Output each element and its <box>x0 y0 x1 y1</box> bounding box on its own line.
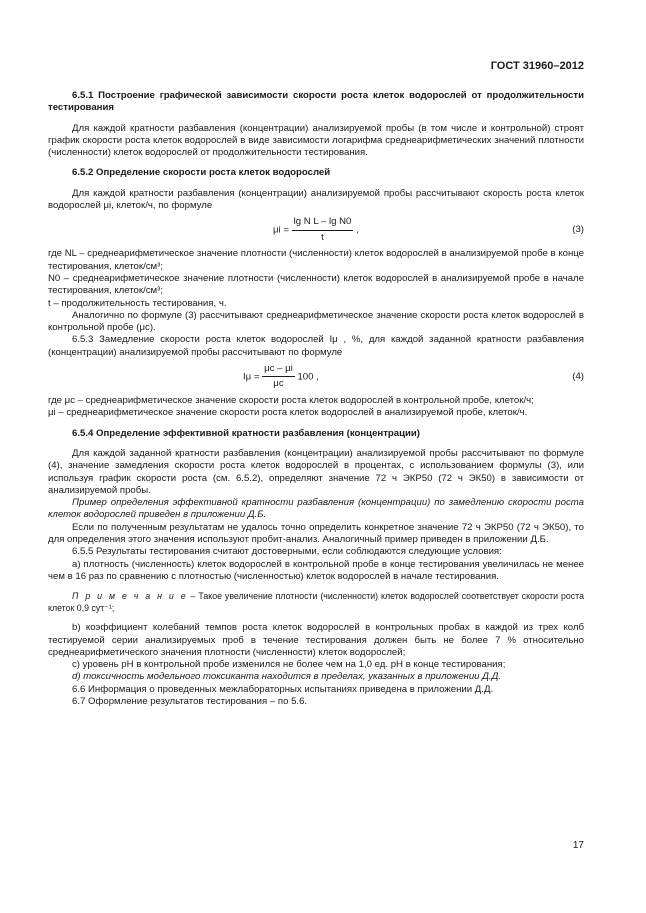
condition-b: b) коэффициент колебаний темпов роста клеток водорослей в контрольных пробах в каждой из трех колб тестируемой серии анализируемых проб в течение тестирования должен быть не более 7 % относительно среднеарифметического значения плотности (численности) клеток водорослей; <box>48 622 584 658</box>
formula-4-fraction <box>262 363 295 391</box>
formula-3-denominator: t <box>321 231 324 243</box>
formula-4-number: (4) <box>572 371 584 383</box>
section-6-5-4-probit: Если по полученным результатам не удалось точно определить конкретное значение 72 ч ЭКР50 (72 ч ЭК50), то для определения этого значения используют пробит-анализ. Аналогичный пример приведен в приложении Д.Б. <box>48 521 584 546</box>
condition-a: а) плотность (численность) клеток водорослей в контрольной пробе в конце тестирования увеличилась не менее чем в 16 раз по сравнению с плотностью (численностью) клеток водорослей в начале тестирования. <box>48 558 584 582</box>
section-6-5-4-paragraph: Для каждой заданной кратности разбавления (концентрации) анализируемой пробы рассчитывают по формуле (4), значение замедления скорости роста клеток водорослей в процентах, с использованием формулы (3), или используя график скорости роста (см. 6.5.2), определяют значение 72 ч ЭКР50 (72 ч ЭК50) в зависимости от анализируемой пробы. <box>48 447 584 496</box>
note <box>48 591 584 614</box>
section-6-5-4-title: 6.5.4 Определение эффективной кратности разбавления (концентрации) <box>72 427 420 439</box>
section-6-5-2-title: 6.5.2 Определение скорости роста клеток водорослей <box>72 167 331 179</box>
note-text: – Такое увеличение плотности (численности) клеток водорослей соответствует скорости роста клеток 0,9 сут⁻¹; <box>48 591 584 613</box>
formula-4-tail: 100 , <box>297 371 319 383</box>
section-6-6: 6.6 Информация о проведенных межлабораторных испытаниях приведена в приложении Д.Д. <box>72 683 494 695</box>
formula-4 <box>48 363 584 393</box>
formula-3-numerator: lg N L – lg N0 <box>292 216 354 230</box>
section-6-5-1-title: 6.5.1 Построение графической зависимости скорости роста клеток водорослей от продолжительности тестирования <box>48 90 584 114</box>
document-id-header: ГОСТ 31960–2012 <box>490 60 584 72</box>
where-t: t – продолжительность тестирования, ч. <box>48 297 227 309</box>
formula-3-lhs: μi = <box>273 224 289 236</box>
section-6-5-2-paragraph-2: Аналогично по формуле (3) рассчитывают среднеарифметическое значение скорости роста клеток водорослей в контрольной пробе (μc). <box>48 309 584 334</box>
section-6-7: 6.7 Оформление результатов тестирования – по 5.6. <box>72 695 308 707</box>
condition-d: d) токсичность модельного токсиканта находится в пределах, указанных в приложении Д.Д. <box>72 671 502 683</box>
condition-c: с) уровень рН в контрольной пробе изменился не более чем на 1,0 ед. рН в конце тестирования; <box>72 659 506 671</box>
formula-3-fraction <box>292 216 354 244</box>
section-6-5-5-paragraph: 6.5.5 Результаты тестирования считают достоверными, если соблюдаются следующие условия: <box>72 546 502 558</box>
formula-3 <box>48 216 584 246</box>
formula-4-lhs: Iμ = <box>243 371 260 383</box>
where-nl: где NL – среднеарифметическое значение плотности (численности) клеток водорослей в анализируемой пробе в конце тестирования, клеток/см³; <box>48 248 584 272</box>
where-n0: N0 – среднеарифметическое значение плотности (численности) клеток водорослей в анализируемой пробе в начале тестирования, клеток/см³; <box>48 272 584 297</box>
page-number: 17 <box>572 840 584 851</box>
section-6-5-1-paragraph: Для каждой кратности разбавления (концентрации) анализируемой пробы (в том числе и контрольной) строят график скорости роста клеток водорослей в виде зависимости логарифма среднеарифметических значений плотности (численности) клеток водорослей от продолжительности тестирования. <box>48 122 584 159</box>
formula-3-tail: , <box>356 224 359 236</box>
where-mu-c: где μc – среднеарифметическое значение скорости роста клеток водорослей в контрольной пробе, клеток/ч; <box>48 395 534 407</box>
note-label: П р и м е ч а н и е <box>72 591 188 602</box>
formula-4-denominator: μc <box>273 378 284 390</box>
section-6-5-4-example: Пример определения эффективной кратности разбавления (концентрации) по замедлению скорости роста клеток водорослей приведен в приложении Д.Б. <box>48 497 584 521</box>
document-body <box>48 90 584 708</box>
formula-4-numerator: μc – μi <box>262 363 295 377</box>
section-6-5-3-paragraph: 6.5.3 Замедление скорости роста клеток водорослей Iμ , %, для каждой заданной кратности разбавления (концентрации) анализируемой пробы рассчитывают по формуле <box>48 334 584 358</box>
formula-3-number: (3) <box>572 224 584 236</box>
where-mu-i: μi – среднеарифметическое значение скорости роста клеток водорослей в анализируемой пробе, клеток/ч. <box>48 407 528 419</box>
section-6-5-2-paragraph: Для каждой кратности разбавления (концентрации) анализируемой пробы рассчитывают скорость роста клеток водорослей μi, клеток/ч, по формуле <box>48 187 584 212</box>
